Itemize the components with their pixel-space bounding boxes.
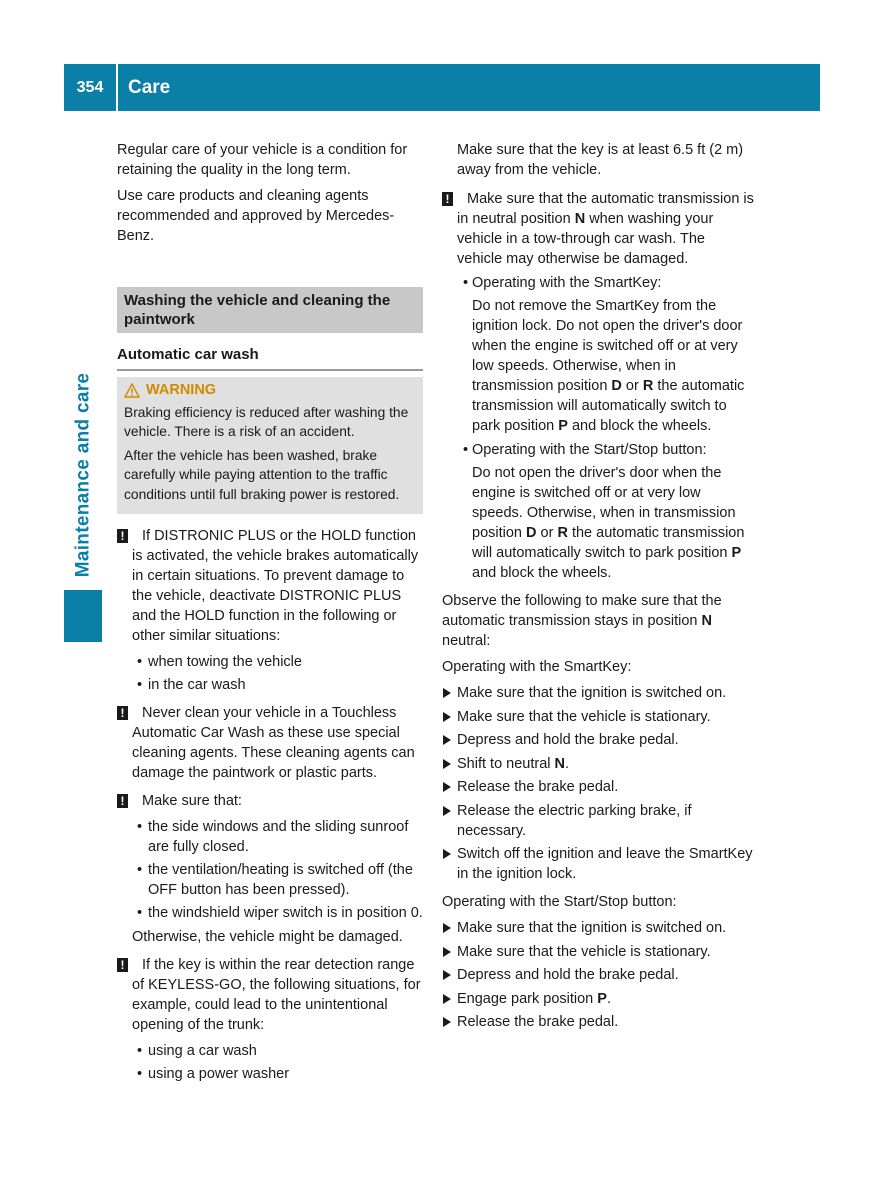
page-header [64,64,820,111]
header-divider [116,64,118,111]
exclamation-icon: ! [442,192,453,206]
intro-paragraph-1: Regular care of your vehicle is a condition for retaining the quality in the long term. [117,142,408,178]
list-item: • when towing the vehicle [132,652,423,672]
text-segment: Make sure that the automatic transmission is in neutral position [457,191,754,227]
list-item: • using a power washer [132,1064,423,1084]
text-segment: . [606,990,611,1007]
bullet: • [463,442,469,458]
list-item: • the side windows and the sliding sunroof are fully closed. [132,817,423,857]
intro-paragraph-2: Use care products and cleaning agents recommended and approved by Mercedes-Benz. [117,188,395,244]
text-bold: D [526,525,537,541]
step-item: Switch off the ignition and leave the SmartKey in the ignition lock. [442,844,754,884]
warning-text-2: After the vehicle has been washed, brake carefully while paying attention to the traffic conditions until full braking power is restored. [124,447,400,502]
text-segment: Do not open the driver's door when the engine is switched off or at very low speeds. Otherwise, when in transmission position [472,465,736,541]
side-tab-label [64,360,102,590]
startstop-text [472,463,754,583]
note-after-text: Otherwise, the vehicle might be damaged. [132,929,403,945]
smartkey-block [457,273,754,436]
text-bold: D [611,378,622,394]
steps-smartkey [442,683,754,884]
step-item: Release the brake pedal. [442,1012,754,1032]
startstop-block [457,440,754,583]
step-item [442,754,754,774]
left-column [117,140,423,1092]
warning-box [117,377,423,514]
step-item: Make sure that the ignition is switched on. [442,683,754,703]
text-segment: Do not remove the SmartKey from the ignition lock. Do not open the driver's door when the engine is switched off or at very low speeds. Otherwise, when in transmission position [472,298,743,394]
note-touchless [117,703,423,783]
note-text [457,189,754,269]
text-segment: neutral: [442,633,491,649]
step-item: Release the brake pedal. [442,777,754,797]
steps-startstop [442,918,754,1032]
note-text: Make sure that: [142,793,242,809]
page-number: 354 [76,78,104,96]
text-segment: . [565,755,570,772]
startstop-label: Operating with the Start/Stop button: [472,442,707,458]
text-segment: Engage park position [457,990,598,1007]
side-tab-text: Maintenance and care [72,372,93,578]
exclamation-icon: ! [117,958,128,972]
note-keyless-go [117,955,423,1084]
note-list [132,1041,423,1084]
smartkey-label: Operating with the SmartKey: [472,275,662,291]
subsection-heading: Automatic car wash [117,345,423,371]
note-text: If the key is within the rear detection range of KEYLESS-GO, the following situations, for example, could lead to the unintentional opening of the trunk: [132,957,421,1033]
note-tow-through [442,189,754,583]
note-list [132,652,423,695]
text-segment: Shift to neutral [457,755,555,772]
text-bold: P [558,418,568,434]
exclamation-icon: ! [117,706,128,720]
note-text: Never clean your vehicle in a Touchless Automatic Car Wash as these use special cleaning agents. These cleaning agents can damage the paintwork or plastic parts. [132,705,415,781]
warning-label: WARNING [146,382,217,398]
list-item: • using a car wash [132,1041,423,1061]
warning-text-1: Braking efficiency is reduced after washing the vehicle. There is a risk of an accident. [124,404,409,439]
step-item: Make sure that the vehicle is stationary. [442,707,754,727]
exclamation-icon: ! [117,529,128,543]
list-item: • the ventilation/heating is switched off (the OFF button has been pressed). [132,860,423,900]
observe-text [442,591,754,651]
steps-startstop-label: Operating with the Start/Stop button: [442,894,677,910]
note-distronic [117,526,423,695]
smartkey-text [472,296,754,436]
exclamation-icon: ! [117,794,128,808]
text-segment: the automatic transmission will automatically switch to park position [472,378,745,434]
right-column [442,140,754,1040]
text-bold: N [554,755,566,772]
text-segment: the automatic transmission will automatically switch to park position [472,525,745,561]
list-item: • the windshield wiper switch is in position 0. [132,903,423,923]
bullet: • [463,275,469,291]
text-segment: and block the wheels. [567,418,712,434]
text-bold: P [597,990,607,1007]
warning-title [124,381,416,401]
text-bold: P [731,545,742,561]
text-segment: or [536,525,558,541]
note-text: If DISTRONIC PLUS or the HOLD function is activated, the vehicle brakes automatically in certain situations. To prevent damage to the vehicle, deactivate DISTRONIC PLUS and the HOLD function in the following or other similar situations: [132,528,419,644]
list-item: • in the car wash [132,675,423,695]
warning-triangle-icon [124,383,140,398]
text-segment: when washing your vehicle in a tow-through car wash. The vehicle may otherwise be damaged. [457,211,714,267]
text-bold: R [642,378,654,394]
steps-smartkey-label: Operating with the SmartKey: [442,659,632,675]
text-segment: Observe the following to make sure that the automatic transmission stays in position [442,593,722,629]
note-make-sure [117,791,423,947]
text-bold: N [701,613,712,629]
step-item [442,989,754,1009]
step-item: Depress and hold the brake pedal. [442,965,754,985]
note-list [132,817,423,923]
step-item: Depress and hold the brake pedal. [442,730,754,750]
text-segment: and block the wheels. [472,565,612,581]
page-title: Care [128,76,171,98]
key-distance-text: Make sure that the key is at least 6.5 ft (2 m) away from the vehicle. [457,142,744,178]
step-item: Make sure that the vehicle is stationary. [442,942,754,962]
step-item: Make sure that the ignition is switched on. [442,918,754,938]
text-segment: or [621,378,643,394]
step-item: Release the electric parking brake, if necessary. [442,801,754,841]
text-bold: N [574,211,586,227]
section-heading: Washing the vehicle and cleaning the paintwork [117,287,423,333]
text-bold: R [557,525,568,541]
